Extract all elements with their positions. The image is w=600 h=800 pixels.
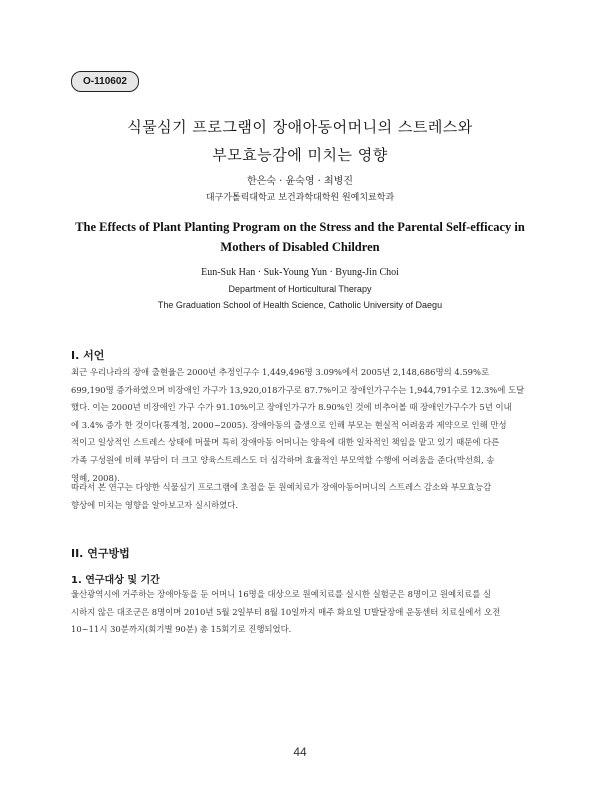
section-heading-introduction: I. 서언 xyxy=(71,349,105,362)
text-line: 699,190명 증가하였으며 비장애인 가구가 13,920,018가구로 87.7%이고 장애인가구수는 1,944,791수로 12.3%에 도달 xyxy=(71,384,525,395)
introduction-paragraph-2 xyxy=(71,479,536,514)
subsection-heading-subjects: 1. 연구대상 및 기간 xyxy=(71,575,160,586)
text-line: 10~11시 30분까지(회기별 90분) 총 15회기로 진행되었다. xyxy=(71,624,292,635)
korean-affiliation: 대구가톨릭대학교 보건과학대학원 원예치료학과 xyxy=(205,193,395,203)
text-line: 따라서 본 연구는 다양한 식물심기 프로그램에 초점을 둔 원예치료가 장애아동어머니의 스트레스 감소와 부모효능감 xyxy=(71,482,492,492)
text-line: 에 3.4% 증가 한 것이다(통계청, 2000~2005). 장애아동의 출생으로 인해 부모는 현실적 어려움과 제약으로 인해 만성 xyxy=(71,419,507,430)
english-department: Department of Horticultural Therapy xyxy=(228,284,372,294)
text-line: 했다. 이는 2000년 비장애인 가구 수가 91.10%이고 장애인가구가 8.90%인 것에 비추어볼 때 장애인가구수가 5년 이내 xyxy=(71,402,512,413)
korean-authors: 한은숙 · 윤숙영 · 최병진 xyxy=(246,176,353,187)
page-number: 44 xyxy=(293,745,307,759)
text-line: 적이고 일상적인 스트레스 상태에 머물며 특히 장애아동 어머니는 양육에 대한 일차적인 책임을 맡고 있기 때문에 다른 xyxy=(71,437,500,448)
korean-title-line-2: 부모효능감에 미치는 영향 xyxy=(212,146,388,164)
paper-code-badge: O-110602 xyxy=(71,71,139,92)
methods-paragraph xyxy=(71,586,536,639)
text-line: 가족 구성원에 비해 부담이 더 크고 양육스트레스도 더 심각하며 효율적인 부모역할 수행에 어려움을 준다(박선희, 송 xyxy=(71,454,495,465)
english-title-line-2: Mothers of Disabled Children xyxy=(220,240,380,254)
english-title-line-1: The Effects of Plant Planting Program on the Stress and the Parental Self-efficacy in xyxy=(75,220,525,234)
introduction-paragraph-1 xyxy=(71,364,536,487)
section-heading-methods: II. 연구방법 xyxy=(71,547,130,560)
english-school: The Graduation School of Health Science, Catholic University of Daegu xyxy=(157,300,443,310)
english-authors: Eun-Suk Han · Suk-Young Yun · Byung-Jin Choi xyxy=(201,267,399,278)
korean-title-line-1: 식물심기 프로그램이 장애아동어머니의 스트레스와 xyxy=(127,118,473,136)
text-line: 최근 우리나라의 장애 출현율은 2000년 추정인구수 1,449,496명 3.09%에서 2005년 2,148,686명의 4.59%로 xyxy=(71,367,490,377)
text-line: 향상에 미치는 영향을 알아보고자 실시하였다. xyxy=(71,499,239,510)
text-line: 시하지 않은 대조군은 8명이며 2010년 5월 2일부터 8월 10일까지 매주 화요일 U발달장애 운동센터 치료실에서 오전 xyxy=(71,606,501,617)
text-line: 영혜, 2008). xyxy=(71,472,120,483)
text-line: 울산광역시에 거주하는 장애아동을 둔 어머니 16명을 대상으로 원예치료를 실시한 실험군은 8명이고 원예치료를 실 xyxy=(71,589,492,599)
